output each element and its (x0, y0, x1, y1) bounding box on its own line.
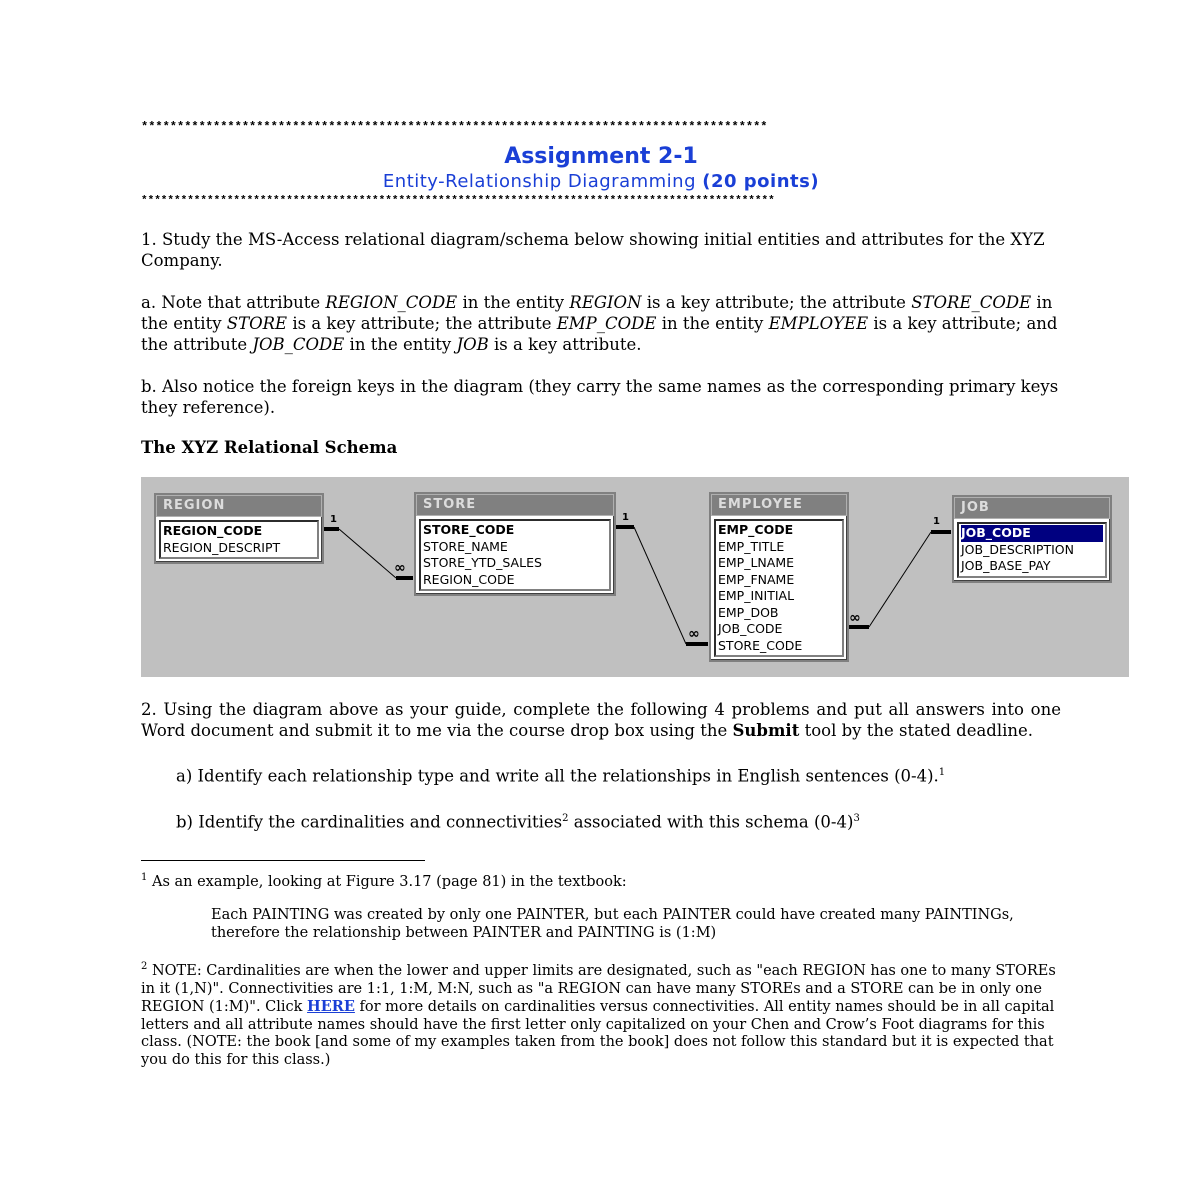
assignment-subtitle: Entity-Relationship Diagramming (20 points) (382, 171, 820, 192)
question-1b: b. Also notice the foreign keys in the diagram (they carry the same names as the corresponding primary keys they reference). (141, 377, 1059, 417)
rel-region-store-line (339, 529, 396, 578)
rel-label-employee-many: ∞ (688, 626, 700, 642)
field-emp-code[interactable]: EMP_CODE (718, 522, 794, 537)
table-job-title[interactable]: JOB (954, 497, 1110, 519)
rel-label-store-many: ∞ (394, 560, 406, 576)
question-1-intro: 1. Study the MS-Access relational diagram/schema below showing initial entities and attributes for the XYZ Company. (141, 230, 1045, 270)
field-emp-store-code[interactable]: STORE_CODE (718, 637, 803, 653)
table-region-title[interactable]: REGION (156, 495, 322, 517)
footnote-2: $^2$ NOTE: Cardinalities are when the lower and upper limits are designated, such as "each REGION has one to many STOREs in it (1,N)". Connectivities are 1:1, 1:M, M:N, such as "a REGION can have many STOREs and a STORE can be in only one REGION (1:M)". Click HERE for more details on cardinalities versus connectivities. All entity names should be in all capital letters and all attribute names should have the first letter only capitalized on your Chen and Crow’s Foot diagrams for this class. (NOTE: the book [and some of my examples taken from the book] does not follow this standard but it is expected that you do this for this class.) (141, 961, 1056, 1068)
field-region-descript[interactable]: REGION_DESCRIPT (163, 539, 281, 555)
question-2a: a) Identify each relationship type and write all the relationships in English sentences (0-4).$^1$ (176, 766, 946, 786)
table-employee-title[interactable]: EMPLOYEE (711, 494, 847, 516)
rel-label-employee-many-2: ∞ (849, 610, 861, 626)
field-emp-title[interactable]: EMP_TITLE (718, 538, 785, 554)
relational-diagram (141, 477, 1129, 677)
table-region[interactable] (154, 493, 324, 564)
field-emp-lname[interactable]: EMP_LNAME (718, 555, 795, 570)
field-store-code[interactable]: STORE_CODE (423, 522, 515, 537)
field-store-region-code[interactable]: REGION_CODE (423, 571, 515, 587)
field-store-ytd-sales[interactable]: STORE_YTD_SALES (423, 555, 542, 570)
question-2-intro: 2. Using the diagram above as your guide, complete the following 4 problems and put all answers into one Word document and submit it to me via the course drop box using the Submit tool by the stated deadline. (141, 700, 1061, 740)
star-divider-top: *************************************************************************************** (141, 120, 768, 134)
table-store[interactable] (414, 492, 616, 596)
rel-label-job-one: 1 (933, 516, 940, 527)
star-divider-bottom: ************************************************************************************************ (141, 195, 775, 207)
footnote-1-example: Each PAINTING was created by only one PAINTER, but each PAINTER could have created many PAINTINGs, therefore the relationship between PAINTER and PAINTING is (1:M) (211, 907, 1014, 941)
table-job[interactable] (952, 495, 1112, 583)
rel-store-employee-line (634, 527, 686, 644)
field-job-description[interactable]: JOB_DESCRIPTION (961, 541, 1074, 557)
footnote-rule (141, 860, 425, 861)
field-job-base-pay[interactable]: JOB_BASE_PAY (961, 558, 1051, 573)
assignment-title: Assignment 2-1 (504, 144, 698, 169)
field-store-name[interactable]: STORE_NAME (423, 538, 508, 554)
field-emp-initial[interactable]: EMP_INITIAL (718, 588, 795, 603)
field-region-code[interactable]: REGION_CODE (163, 523, 263, 538)
document-page-lower (141, 699, 1061, 1069)
schema-title: The XYZ Relational Schema (141, 438, 398, 457)
footnote-1: $^1$ As an example, looking at Figure 3.17 (page 81) in the textbook: (141, 872, 627, 890)
rel-label-region-one: 1 (330, 514, 337, 525)
question-1a: a. Note that attribute REGION_CODE in the entity REGION is a key attribute; the attribute STORE_CODE in the entity STORE is a key attribute; the attribute EMP_CODE in the entity EMPLOYEE is a key attribute; and the attribute JOB_CODE in the entity JOB is a key attribute. (141, 293, 1058, 354)
field-emp-job-code[interactable]: JOB_CODE (718, 621, 783, 636)
rel-label-store-one: 1 (622, 512, 629, 523)
table-employee[interactable] (709, 492, 849, 662)
document-page (141, 120, 1061, 457)
question-2b: b) Identify the cardinalities and connectivities$^2$ associated with this schema $(0-4)^3$ (176, 812, 860, 831)
rel-employee-job-line (869, 532, 931, 627)
table-store-title[interactable]: STORE (416, 494, 614, 516)
field-emp-fname[interactable]: EMP_FNAME (718, 571, 795, 587)
here-link[interactable]: HERE (307, 998, 355, 1016)
field-job-code[interactable]: JOB_CODE (961, 525, 1103, 542)
field-emp-dob[interactable]: EMP_DOB (718, 604, 779, 620)
